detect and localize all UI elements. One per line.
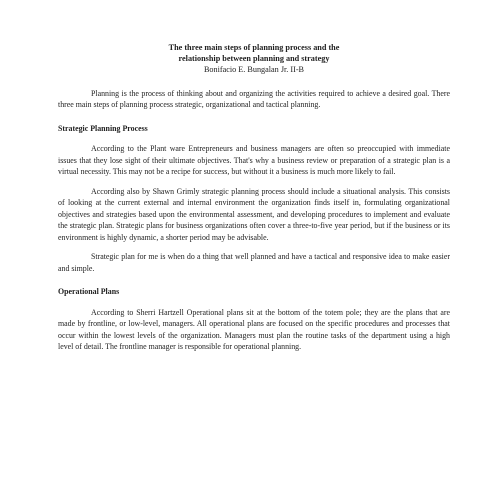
document-title [58,42,450,64]
section-heading-operational: Operational Plans [58,287,120,297]
operational-paragraph-1: According to Sherri Hartzell Operational plans sit at the bottom of the totem pole; they are the plans that are made by frontline, or low-level, managers. All operational plans are focused on the specific procedures and processes that occur within the lowest levels of the organization. Managers must plan the routine tasks of the department using a high level of detail. The frontline manager is responsible for operational planning. [58,307,450,352]
author-line: Bonifacio E. Bungalan Jr. II-B [203,65,305,75]
intro-paragraph: Planning is the process of thinking about and organizing the activities required to achieve a desired goal. There three main steps of planning process strategic, organizational and tactical planning. [58,88,450,110]
strategic-paragraph-3: Strategic plan for me is when do a thing that well planned and have a tactical and responsive idea to make easier and simple. [58,252,450,273]
section-heading-strategic: Strategic Planning Process [58,123,148,133]
title-line-1: The three main steps of planning process and the [168,43,340,52]
strategic-paragraph-1: According to the Plant ware Entrepreneurs and business managers are often so preoccupied with immediate issues that they lose sight of their ultimate objectives. That's why a business review or preparation of a strategic plan is a virtual necessity. This may not be a recipe for success, but without it a business is much more likely to fail. [58,144,450,177]
title-line-2: relationship between planning and strategy [178,54,330,64]
strategic-paragraph-2: According also by Shawn Grimly strategic planning process should include a situational analysis. This consists of looking at the current external and internal environment the organization finds itself in, formulating organizational objectives and strategies based upon the environmental assessment, and developing procedures to implement and evaluate the strategic plan. Strategic plans for business organizations often cover a three-to-five year period, but if the business or its environment is highly dynamic, a shorter period may be advisable. [58,186,450,242]
